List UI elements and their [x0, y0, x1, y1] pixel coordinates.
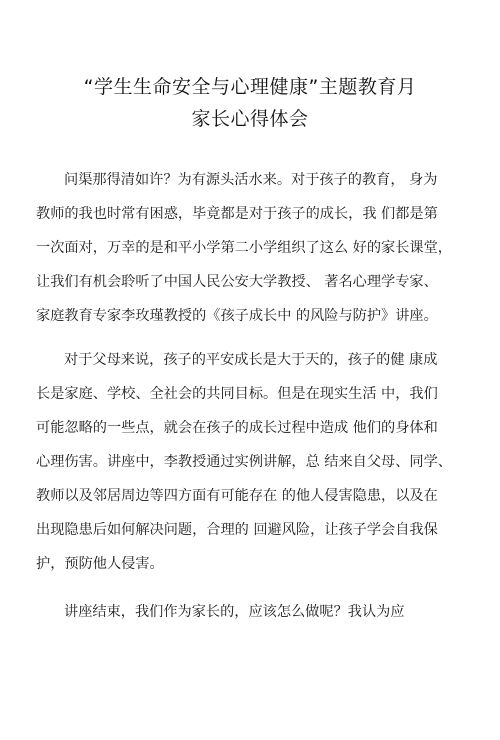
body-text-line: 教师的我也时常有困惑，毕竟都是对于孩子的成长，我 们都是第 [36, 206, 438, 222]
body-text-line: 问渠那得清如许？为有源头活水来。对于孩子的教育， 身为 [64, 172, 438, 188]
body-text-line: 长是家庭、学校、全社会的共同目标。但是在现实生活 中，我们 [36, 386, 438, 402]
body-text-line: 护，预防他人侵害。 [36, 556, 164, 572]
body-text-line: 出现隐患后如何解决问题，合理的 回避风险，让孩子学会自我保 [36, 522, 438, 538]
body-text-line: 心理伤害。讲座中，李教授通过实例讲解，总 结来自父母、同学、 [36, 454, 452, 470]
document-title-line-2: 家长心得体会 [191, 108, 309, 130]
body-text-line: 教师以及邻居周边等四方面有可能存在 的他人侵害隐患，以及在 [36, 488, 438, 504]
body-text-line: 家庭教育专家李玫瑾教授的《孩子成长中 的风险与防护》讲座。 [36, 308, 438, 324]
body-text-line: 可能忽略的一些点，就会在孩子的成长过程中造成 他们的身体和 [36, 420, 438, 436]
body-text-line: 一次面对，万幸的是和平小学第二小学组织了这么 好的家长课堂， [36, 240, 452, 256]
body-text-line: 讲座结束，我们作为家长的，应该怎么做呢？我认为应 [64, 604, 405, 620]
body-text-line: 对于父母来说，孩子的平安成长是大于天的，孩子的健 康成 [64, 352, 438, 368]
document-title-line-1: “学生生命安全与心理健康”主题教育月 [83, 76, 417, 98]
body-text-line: 让我们有机会聆听了中国人民公安大学教授、 著名心理学专家、 [36, 274, 438, 290]
